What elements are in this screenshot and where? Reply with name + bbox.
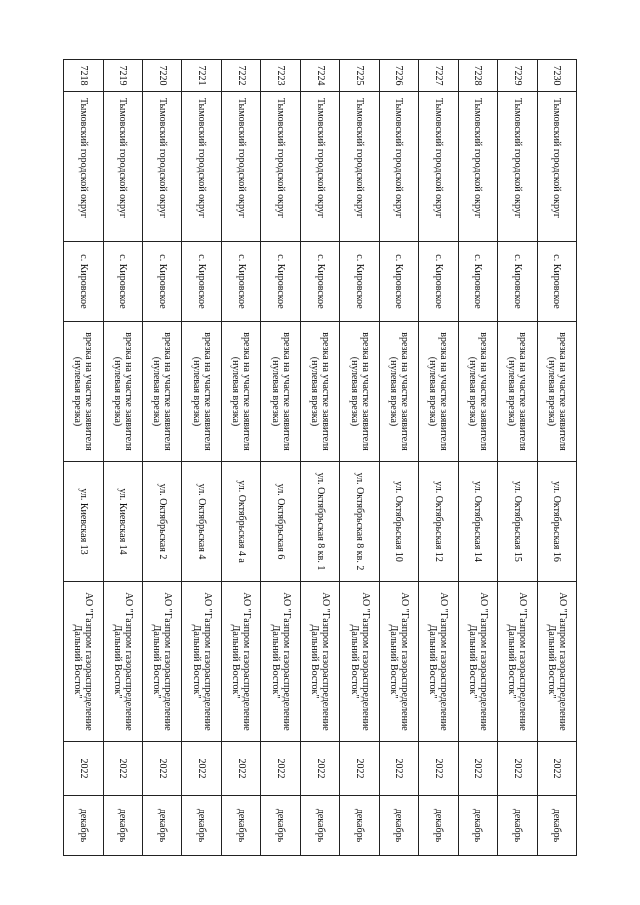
cell-municipality: Тымовский городской округ xyxy=(221,92,260,242)
cell-organization: АО "Газпром газораспределение Дальний Восток" xyxy=(64,582,104,742)
cell-municipality: Тымовский городской округ xyxy=(182,92,221,242)
cell-village: с. Кировское xyxy=(419,242,458,322)
cell-village: с. Кировское xyxy=(379,242,418,322)
cell-number: 7226 xyxy=(379,60,418,92)
cell-month: декабрь xyxy=(458,796,497,856)
cell-work-type: врезка на участке заявителя (нулевая врезка) xyxy=(221,322,260,462)
cell-municipality: Тымовский городской округ xyxy=(103,92,142,242)
cell-municipality: Тымовский городской округ xyxy=(300,92,339,242)
cell-year: 2022 xyxy=(143,742,182,796)
cell-address: ул. Октябрьская 12 xyxy=(419,462,458,582)
cell-work-type: врезка на участке заявителя (нулевая врезка) xyxy=(182,322,221,462)
cell-month: декабрь xyxy=(103,796,142,856)
cell-number: 7218 xyxy=(64,60,104,92)
cell-address: ул. Киевская 13 xyxy=(64,462,104,582)
cell-month: декабрь xyxy=(261,796,300,856)
cell-year: 2022 xyxy=(261,742,300,796)
cell-work-type: врезка на участке заявителя (нулевая врезка) xyxy=(300,322,339,462)
cell-number: 7222 xyxy=(221,60,260,92)
table-row xyxy=(537,60,576,856)
cell-month: декабрь xyxy=(221,796,260,856)
cell-month: декабрь xyxy=(64,796,104,856)
cell-municipality: Тымовский городской округ xyxy=(64,92,104,242)
cell-municipality: Тымовский городской округ xyxy=(379,92,418,242)
cell-month: декабрь xyxy=(300,796,339,856)
cell-number: 7220 xyxy=(143,60,182,92)
cell-village: с. Кировское xyxy=(458,242,497,322)
cell-number: 7219 xyxy=(103,60,142,92)
cell-address: ул. Октябрьская 8 кв. 2 xyxy=(340,462,379,582)
cell-work-type: врезка на участке заявителя (нулевая врезка) xyxy=(537,322,576,462)
cell-address: ул. Октябрьская 10 xyxy=(379,462,418,582)
cell-village: с. Кировское xyxy=(498,242,537,322)
cell-address: ул. Октябрьская 16 xyxy=(537,462,576,582)
table-row xyxy=(419,60,458,856)
cell-number: 7229 xyxy=(498,60,537,92)
cell-month: декабрь xyxy=(537,796,576,856)
cell-year: 2022 xyxy=(221,742,260,796)
cell-municipality: Тымовский городской округ xyxy=(143,92,182,242)
cell-village: с. Кировское xyxy=(64,242,104,322)
table-row xyxy=(64,60,104,856)
cell-municipality: Тымовский городской округ xyxy=(537,92,576,242)
cell-year: 2022 xyxy=(103,742,142,796)
cell-address: ул. Октябрьская 4 а xyxy=(221,462,260,582)
cell-address: ул. Киевская 14 xyxy=(103,462,142,582)
cell-address: ул. Октябрьская 4 xyxy=(182,462,221,582)
cell-organization: АО "Газпром газораспределение Дальний Восток" xyxy=(419,582,458,742)
cell-address: ул. Октябрьская 15 xyxy=(498,462,537,582)
cell-organization: АО "Газпром газораспределение Дальний Восток" xyxy=(182,582,221,742)
cell-work-type: врезка на участке заявителя (нулевая врезка) xyxy=(458,322,497,462)
cell-month: декабрь xyxy=(340,796,379,856)
cell-month: декабрь xyxy=(379,796,418,856)
table-body xyxy=(64,60,577,856)
cell-year: 2022 xyxy=(340,742,379,796)
cell-organization: АО "Газпром газораспределение Дальний Восток" xyxy=(300,582,339,742)
gas-connection-table xyxy=(63,59,577,856)
table-row xyxy=(379,60,418,856)
cell-organization: АО "Газпром газораспределение Дальний Восток" xyxy=(340,582,379,742)
cell-municipality: Тымовский городской округ xyxy=(340,92,379,242)
cell-organization: АО "Газпром газораспределение Дальний Восток" xyxy=(261,582,300,742)
cell-organization: АО "Газпром газораспределение Дальний Восток" xyxy=(498,582,537,742)
cell-number: 7230 xyxy=(537,60,576,92)
cell-organization: АО "Газпром газораспределение Дальний Восток" xyxy=(221,582,260,742)
cell-year: 2022 xyxy=(458,742,497,796)
cell-number: 7227 xyxy=(419,60,458,92)
cell-month: декабрь xyxy=(182,796,221,856)
cell-address: ул. Октябрьская 14 xyxy=(458,462,497,582)
table-row xyxy=(300,60,339,856)
cell-year: 2022 xyxy=(182,742,221,796)
cell-year: 2022 xyxy=(498,742,537,796)
cell-organization: АО "Газпром газораспределение Дальний Восток" xyxy=(103,582,142,742)
cell-municipality: Тымовский городской округ xyxy=(458,92,497,242)
table-row xyxy=(103,60,142,856)
cell-village: с. Кировское xyxy=(143,242,182,322)
cell-year: 2022 xyxy=(64,742,104,796)
cell-work-type: врезка на участке заявителя (нулевая врезка) xyxy=(340,322,379,462)
cell-village: с. Кировское xyxy=(300,242,339,322)
cell-number: 7228 xyxy=(458,60,497,92)
cell-work-type: врезка на участке заявителя (нулевая врезка) xyxy=(64,322,104,462)
cell-municipality: Тымовский городской округ xyxy=(419,92,458,242)
cell-year: 2022 xyxy=(419,742,458,796)
cell-village: с. Кировское xyxy=(103,242,142,322)
cell-number: 7221 xyxy=(182,60,221,92)
cell-year: 2022 xyxy=(537,742,576,796)
cell-work-type: врезка на участке заявителя (нулевая врезка) xyxy=(143,322,182,462)
table-row xyxy=(221,60,260,856)
cell-year: 2022 xyxy=(300,742,339,796)
cell-village: с. Кировское xyxy=(221,242,260,322)
cell-address: ул. Октябрьская 6 xyxy=(261,462,300,582)
cell-work-type: врезка на участке заявителя (нулевая врезка) xyxy=(261,322,300,462)
cell-address: ул. Октябрьская 8 кв. 1 xyxy=(300,462,339,582)
cell-municipality: Тымовский городской округ xyxy=(261,92,300,242)
cell-year: 2022 xyxy=(379,742,418,796)
cell-village: с. Кировское xyxy=(182,242,221,322)
cell-work-type: врезка на участке заявителя (нулевая врезка) xyxy=(379,322,418,462)
cell-number: 7224 xyxy=(300,60,339,92)
cell-address: ул. Октябрьская 2 xyxy=(143,462,182,582)
table-row xyxy=(182,60,221,856)
cell-work-type: врезка на участке заявителя (нулевая врезка) xyxy=(498,322,537,462)
cell-village: с. Кировское xyxy=(537,242,576,322)
table-row xyxy=(261,60,300,856)
table-row xyxy=(458,60,497,856)
cell-municipality: Тымовский городской округ xyxy=(498,92,537,242)
table-row xyxy=(340,60,379,856)
cell-work-type: врезка на участке заявителя (нулевая врезка) xyxy=(419,322,458,462)
cell-month: декабрь xyxy=(498,796,537,856)
cell-organization: АО "Газпром газораспределение Дальний Восток" xyxy=(537,582,576,742)
cell-village: с. Кировское xyxy=(261,242,300,322)
cell-village: с. Кировское xyxy=(340,242,379,322)
cell-month: декабрь xyxy=(143,796,182,856)
table-row xyxy=(143,60,182,856)
cell-organization: АО "Газпром газораспределение Дальний Восток" xyxy=(143,582,182,742)
table-row xyxy=(498,60,537,856)
rotated-table-frame xyxy=(63,59,577,855)
cell-number: 7225 xyxy=(340,60,379,92)
cell-month: декабрь xyxy=(419,796,458,856)
cell-number: 7223 xyxy=(261,60,300,92)
cell-organization: АО "Газпром газораспределение Дальний Восток" xyxy=(458,582,497,742)
cell-organization: АО "Газпром газораспределение Дальний Восток" xyxy=(379,582,418,742)
cell-work-type: врезка на участке заявителя (нулевая врезка) xyxy=(103,322,142,462)
